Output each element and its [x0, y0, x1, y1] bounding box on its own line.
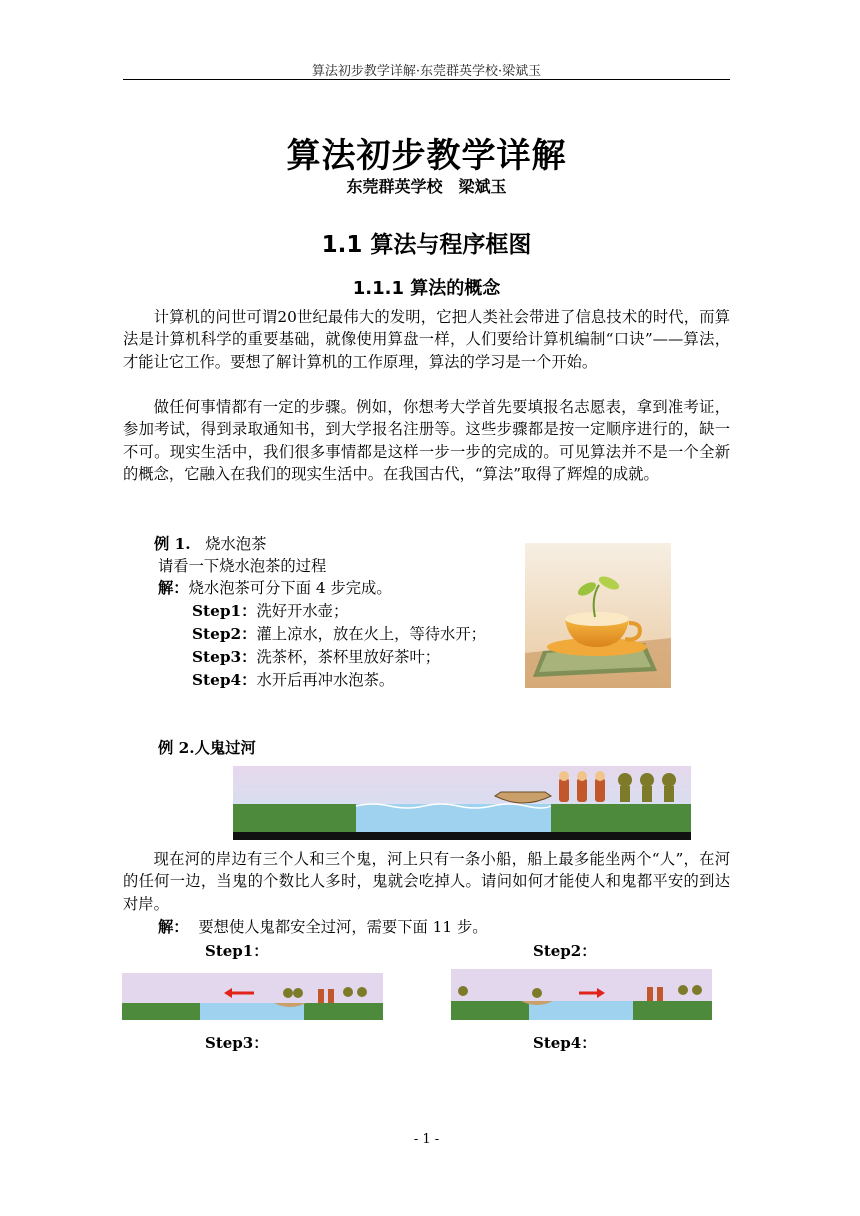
- example1-step: [192, 600, 348, 622]
- paragraph-1: 计算机的问世可谓20世纪最伟大的发明，它把人类社会带进了信息技术的时代，而算法是计算机科学的重要基础，就像使用算盘一样，人们要给计算机编制“口诀”——算法，才能让它工作。要想了解计算机的工作原理，算法的学习是一个开始。: [123, 308, 730, 371]
- step-label-3: Step3：: [205, 1034, 269, 1052]
- paragraph-2: 做任何事情都有一定的步骤。例如，你想考大学首先要填报名志愿表，拿到准考证，参加考试，得到录取通知书，到大学报名注册等。这些步骤都是按一定顺序进行的，缺一不可。现实生活中，我们很多事情都是这样一步一步的完成的。可见算法并不是一个全新的概念，它融入在我们的现实生活中。在我国古代，“算法”取得了辉煌的成就。: [123, 398, 730, 483]
- example1-step: [192, 646, 440, 668]
- example1-solution-text: 烧水泡茶可分下面 4 步完成。: [188, 579, 392, 597]
- step-label-2: Step2：: [533, 942, 597, 960]
- example1-prompt: 请看一下烧水泡茶的过程: [158, 557, 327, 575]
- section-heading: 1.1 算法与程序框图: [321, 232, 532, 258]
- step-label: Step4：: [192, 671, 257, 689]
- example2-heading: [158, 737, 256, 759]
- example1-step: [192, 623, 486, 645]
- river-scene: [233, 766, 691, 840]
- step-label-1: Step1：: [205, 942, 269, 960]
- step-label-4: Step4：: [533, 1034, 597, 1052]
- example2-solution-text: 要想使人鬼都安全过河，需要下面 11 步。: [198, 918, 488, 936]
- step-label: Step2：: [192, 625, 257, 643]
- step2-scene: [451, 969, 712, 1020]
- header-rule: [123, 79, 730, 80]
- tea-cup-photo: [525, 543, 671, 688]
- step1-illustration: [122, 973, 383, 1020]
- subsection-heading: 1.1.1 算法的概念: [352, 278, 501, 299]
- step-text: 水开后再冲水泡茶。: [256, 671, 395, 689]
- example1-step: [192, 669, 394, 691]
- example1-solution-label: 解：: [158, 579, 189, 597]
- document-title: 算法初步教学详解: [286, 136, 567, 176]
- river-crossing-illustration: [233, 766, 691, 840]
- tea-cup-illustration: [525, 543, 671, 688]
- example2-solution-label: 解：: [158, 918, 189, 936]
- step-label: Step3：: [192, 648, 257, 666]
- example2-label: 例 2.人鬼过河: [158, 739, 256, 757]
- example1-solution: [158, 577, 392, 599]
- page-number: - 1 -: [413, 1132, 440, 1147]
- step-text: 洗茶杯，茶杯里放好茶叶；: [256, 648, 441, 666]
- example1-heading: [154, 533, 266, 555]
- step1-scene: [122, 973, 383, 1020]
- step-text: 灌上凉水，放在火上，等待水开；: [256, 625, 486, 643]
- author-line: 东莞群英学校 梁斌玉: [346, 177, 507, 196]
- example2-solution: [158, 916, 488, 938]
- example1-label: 例 1.: [154, 535, 191, 553]
- step-label: Step1：: [192, 602, 257, 620]
- running-header: 算法初步教学详解·东莞群英学校·梁斌玉: [311, 64, 542, 79]
- example1-title: 烧水泡茶: [205, 535, 267, 553]
- step-text: 洗好开水壶；: [256, 602, 349, 620]
- step2-illustration: [451, 969, 712, 1020]
- example2-problem: 现在河的岸边有三个人和三个鬼，河上只有一条小船，船上最多能坐两个“人”，在河的任何一边，当鬼的个数比人多时，鬼就会吃掉人。请问如何才能使人和鬼都平安的到达对岸。: [123, 850, 730, 913]
